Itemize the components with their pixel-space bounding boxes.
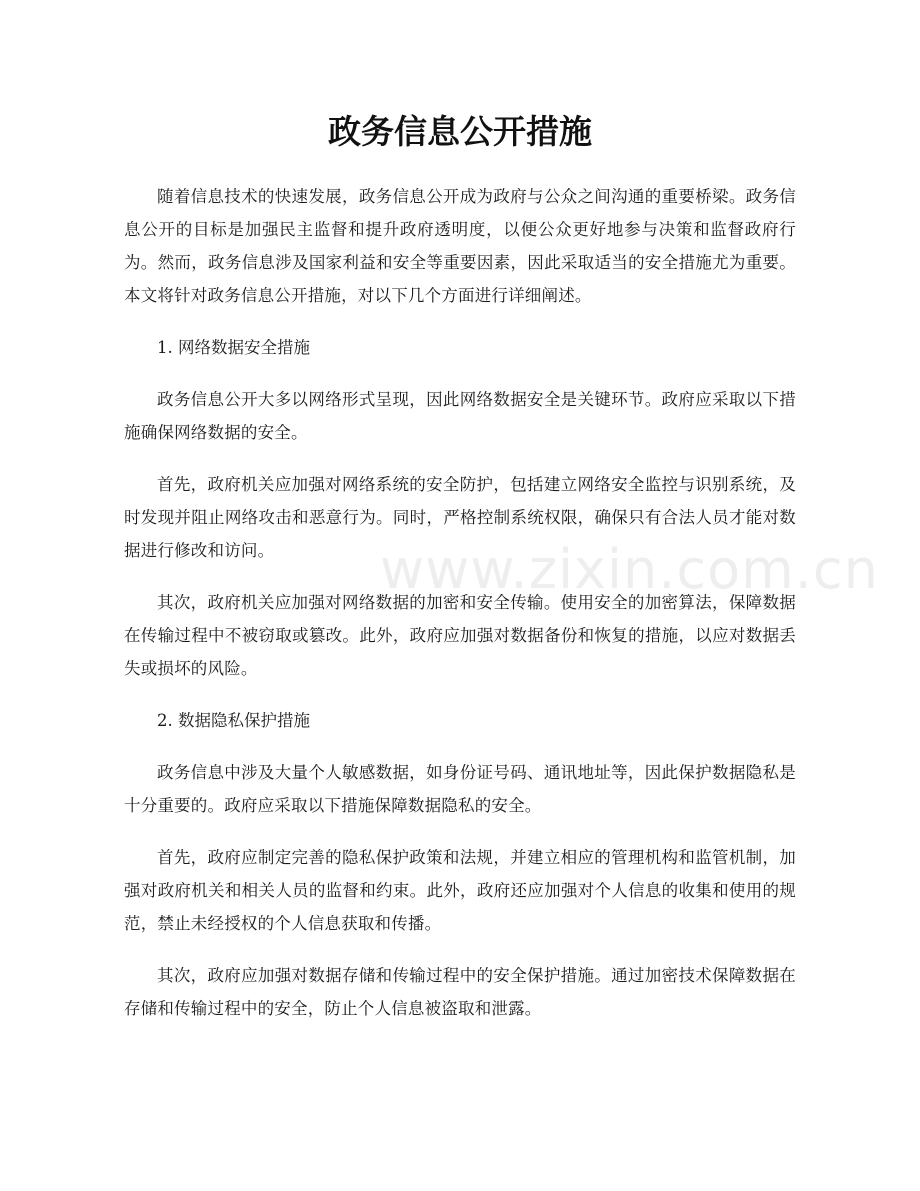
body-paragraph: 其次，政府机关应加强对网络数据的加密和安全传输。使用安全的加密算法，保障数据在传输过程中不被窃取或篡改。此外，政府应加强对数据备份和恢复的措施，以应对数据丢失或损坏的风险。 <box>124 593 796 678</box>
section-heading-privacy-protection: 2. 数据隐私保护措施 <box>157 711 310 730</box>
document-title: 政务信息公开措施 <box>328 112 592 151</box>
body-paragraph: 其次，政府应加强对数据存储和传输过程中的安全保护措施。通过加密技术保障数据在存储和传输过程中的安全，防止个人信息被盗取和泄露。 <box>124 966 796 1018</box>
body-paragraph: 首先，政府应制定完善的隐私保护政策和法规，并建立相应的管理机构和监管机制，加强对政府机关和相关人员的监督和约束。此外，政府还应加强对个人信息的收集和使用的规范，禁止未经授权的个人信息获取和传播。 <box>124 848 796 933</box>
watermark: www.zixin.com.cn <box>380 538 879 601</box>
document-body <box>124 180 796 1044</box>
body-paragraph: 首先，政府机关应加强对网络系统的安全防护，包括建立网络安全监控与识别系统，及时发现并阻止网络攻击和恶意行为。同时，严格控制系统权限，确保只有合法人员才能对数据进行修改和访问。 <box>124 475 796 560</box>
intro-paragraph: 随着信息技术的快速发展，政务信息公开成为政府与公众之间沟通的重要桥梁。政务信息公开的目标是加强民主监督和提升政府透明度，以便公众更好地参与决策和监督政府行为。然而，政务信息涉及国家利益和安全等重要因素，因此采取适当的安全措施尤为重要。本文将针对政务信息公开措施，对以下几个方面进行详细阐述。 <box>124 187 796 305</box>
body-paragraph: 政务信息公开大多以网络形式呈现，因此网络数据安全是关键环节。政府应采取以下措施确保网络数据的安全。 <box>124 390 796 442</box>
body-paragraph: 政务信息中涉及大量个人敏感数据，如身份证号码、通讯地址等，因此保护数据隐私是十分重要的。政府应采取以下措施保障数据隐私的安全。 <box>124 763 796 815</box>
section-heading-network-security: 1. 网络数据安全措施 <box>157 338 310 357</box>
